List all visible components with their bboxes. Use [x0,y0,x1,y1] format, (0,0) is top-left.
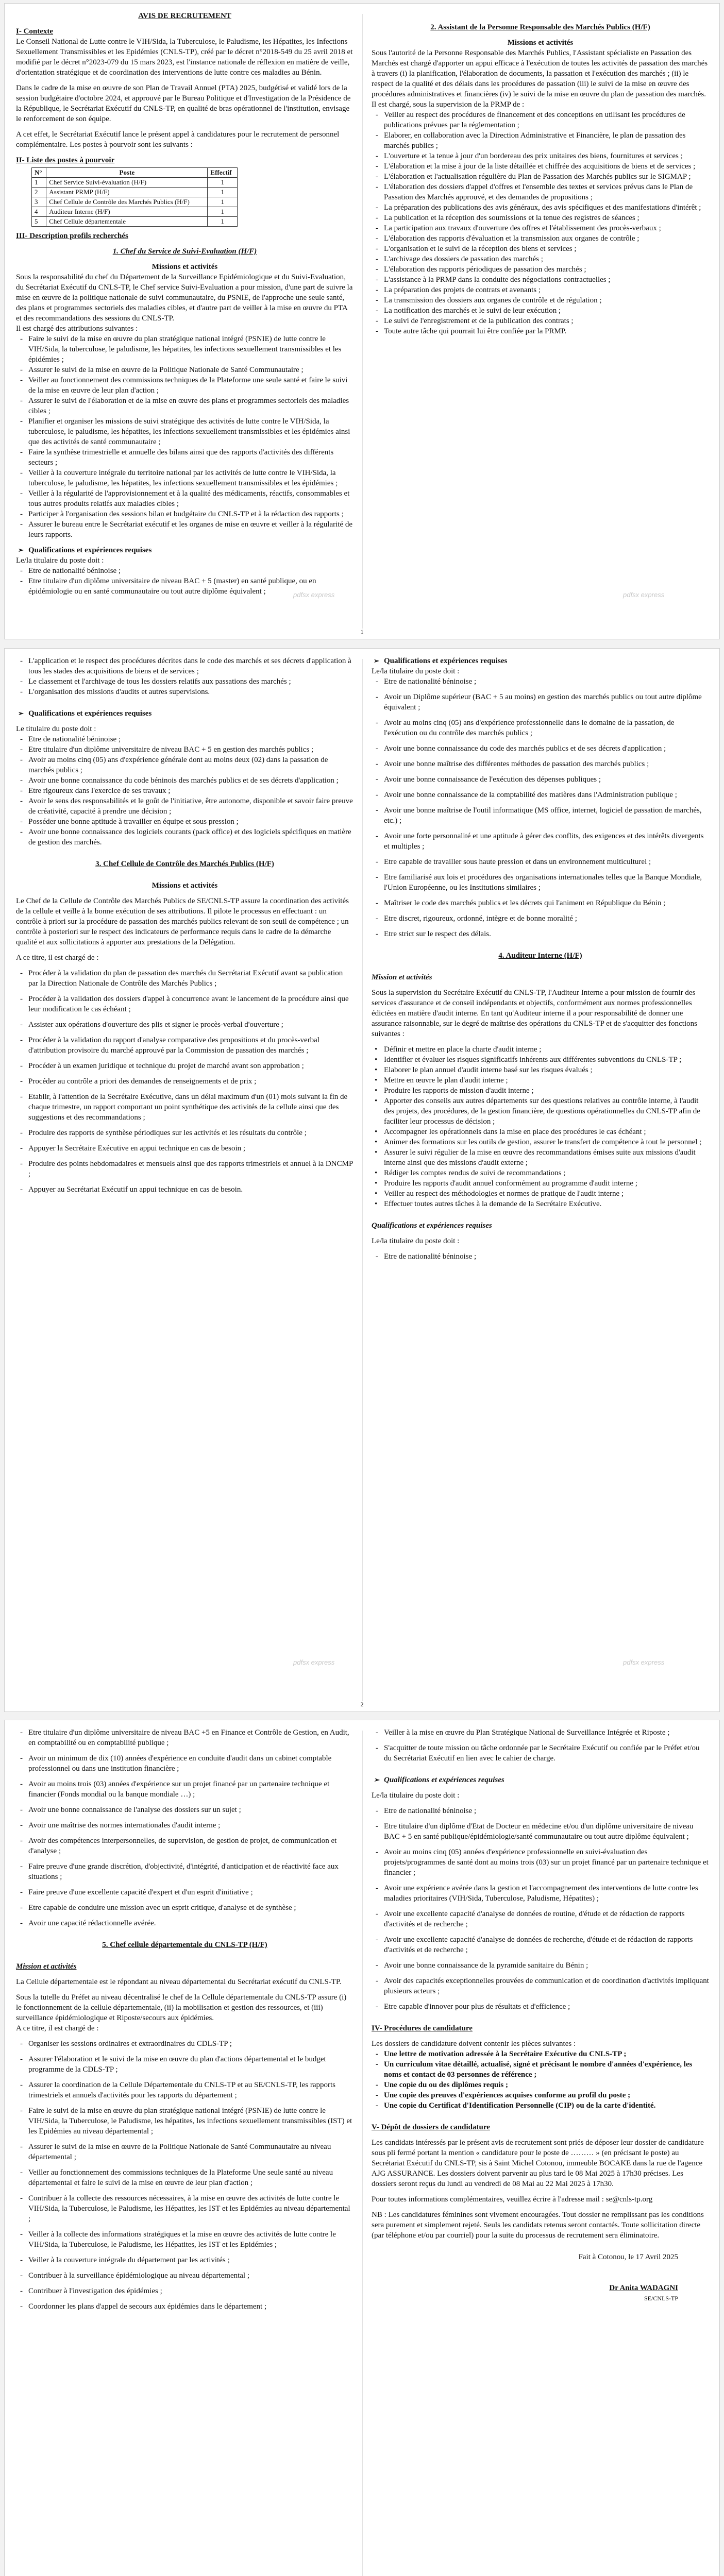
list-item: - L'élaboration et l'actualisation régulière du Plan de Passation des Marchés publics sur le SIGMAP ; [372,172,709,182]
list-item: - Veiller au fonctionnement des commissions techniques de la Plateforme Une seule santé au niveau départemental et faire le suivi de la mise en œuvre de leur plan d'action ; [16,2167,353,2188]
list-item: - Etre titulaire d'un diplôme universitaire de niveau BAC +5 en Finance et Contrôle de Gestion, en Audit, en comptabilité ou en comptabilité publique ; [16,1727,353,1748]
list-item: - Etre de nationalité béninoise ; [16,734,353,744]
list-item: - Avoir une expérience avérée dans la gestion et l'accompagnement des interventions de lutte contre les maladies prioritaires (VIH/Sida, Tuberculose, Paludisme, Hépatites) ; [372,1883,709,1904]
table-row [32,188,238,197]
list-item: • Rédiger les comptes rendus de suivi de recommandations ; [372,1168,709,1178]
list-item: - Une copie du ou des diplômes requis ; [372,2080,709,2090]
list-item: • Mettre en œuvre le plan d'audit interne ; [372,1075,709,1086]
section-4-intro: Les dossiers de candidature doivent contenir les pièces suivantes : [372,2040,576,2048]
column-divider [362,14,363,629]
notice-title: AVIS DE RECRUTEMENT [138,12,231,20]
list-item: • Produire les rapports d'audit annuel conformément au programme d'audit interne ; [372,1178,709,1189]
list-item: • Assurer le suivi régulier de la mise en œuvre des recommandations émises suite aux missions d'audit interne ainsi que des missions d'audit externe ; [372,1147,709,1168]
post-4-qualifications-heading: Qualifications et expériences requises [372,1222,492,1230]
list-item: - Produire des rapports de synthèse périodiques sur les activités et les résultats du contrôle ; [16,1128,353,1138]
post-5-profile-intro: Le/la titulaire du poste doit : [372,1791,460,1800]
page-3-left-column [16,1727,353,2312]
list-item: - Avoir une bonne connaissance du code béninois des marchés publics et de ses décrets d'application ; [16,775,353,786]
list-item: - Maîtriser le code des marchés publics et les décrets qui l'animent en République du Bénin ; [372,898,709,908]
list-item: - Etre de nationalité béninoise ; [372,1251,709,1262]
list-item: - L'organisation des missions d'audits et autres supervisions. [16,687,353,697]
list-item: - Appuyer au Secrétariat Exécutif un appui technique en cas de besoin. [16,1184,353,1195]
list-item: - Etre discret, rigoureux, ordonné, intègre et de bonne moralité ; [372,913,709,924]
post-5-mission: La Cellule départementale est le répondant au niveau départemental du Secrétariat exécutif du CNLS-TP. [16,1978,342,1986]
list-item: - L'archivage des dossiers de passation des marchés ; [372,254,709,264]
list-item: - Elaborer, en collaboration avec la Direction Administrative et Financière, le plan de passation des marchés publics ; [372,130,709,151]
list-item: - Etablir, à l'attention de la Secrétaire Exécutive, dans un délai maximum d'un (01) mois suivant la fin de chaque trimestre, un rapport comportant un point synthétique des activités de la cellule ainsi que des suggestions et des recommandations ; [16,1092,353,1123]
list-item: - Avoir au moins trois (03) années d'expérience sur un projet financé par un partenaire technique et financier (Fonds mondial ou la banque mondiale …) ; [16,1779,353,1800]
post-2-qualifications-heading: ➢ Qualifications et expériences requises [16,708,353,719]
list-item: - Planifier et organiser les missions de suivi stratégique des activités de lutte contre le VIH/Sida, la tuberculose, le paludisme, les hépatites, les infections sexuellement transmissibles et les épidémies ainsi que des activités de santé communautaire ; [16,416,353,447]
signatory-role: SE/CNLS-TP [644,2295,678,2302]
list-item: • Apporter des conseils aux autres départements sur des questions relatives au contrôle interne, à l'audit des projets, des procédures, de la gestion financière, de questions opérationnelles du CNLS-TP afin de faciliter leur processus de décision ; [372,1096,709,1127]
table-cell: 2 [32,188,46,197]
list-item: • Elaborer le plan annuel d'audit interne basé sur les risques évalués ; [372,1065,709,1075]
list-item: • Définir et mettre en place la charte d'audit interne ; [372,1044,709,1055]
list-item: - Assurer le suivi de l'élaboration et de la mise en œuvre des plans et programmes sectoriels des maladies cibles ; [16,396,353,416]
list-item: - L'assistance à la PRMP dans la conduite des négociations contractuelles ; [372,275,709,285]
page-number: 1 [360,628,364,635]
table-cell: 3 [32,197,46,207]
context-paragraph-3: A cet effet, le Secrétariat Exécutif lance le présent appel à candidatures pour le recrutement de personnel complémentaire. Les postes à pourvoir sont les suivants : [16,130,340,149]
section-1-heading: I- Contexte [16,27,54,36]
post-5-mission-detail: Sous la tutelle du Préfet au niveau décentralisé le chef de la Cellule départementale du CNLS-TP assure (i) le fonctionnement de la cellule départementale, (ii) la mobilisation et gestion des ressources, et (iii) surveillance épidémiologique et Riposte/secours aux épidémies. [16,1993,347,2022]
watermark: pdfsx express [293,591,335,599]
list-item: • Accompagner les opérationnels dans la mise en place des procédures le cas échéant ; [372,1127,709,1137]
post-5-qualification-list [372,1806,709,2012]
list-item: - S'acquitter de toute mission ou tâche ordonnée par le Secrétaire Exécutif ou confiée par le Préfet et/ou du Secrétariat Exécutif en lien avec le cahier de charge. [372,1743,709,1764]
list-item: - Faire la synthèse trimestrielle et annuelle des bilans ainsi que des rapports d'activités des différents secteurs ; [16,447,353,468]
post-5-mission-heading: Mission et activités [16,1962,77,1971]
post-1-profile-intro: Le/la titulaire du poste doit : [16,556,104,565]
list-item: - Etre de nationalité béninoise ; [372,1806,709,1816]
list-item: - La préparation des projets de contrats et avenants ; [372,285,709,295]
table-cell: 1 [32,178,46,188]
page-1-left-column [16,11,353,597]
list-item: - Procéder au contrôle a priori des demandes de renseignements et de prix ; [16,1076,353,1087]
list-item: • Animer des formations sur les outils de gestion, assurer le transfert de compétence à tout le personnel ; [372,1137,709,1147]
list-item: - Posséder une bonne aptitude à travailler en équipe et sous pression ; [16,817,353,827]
list-item: - L'organisation et le suivi de la réception des biens et services ; [372,244,709,254]
list-item: - Avoir une bonne connaissance des logiciels courants (pack office) et des logiciels spécifiques en matière de gestion des marchés. [16,827,353,848]
page-number: 2 [360,1701,364,1708]
table-cell: 1 [208,207,238,217]
list-item: - Avoir une bonne maîtrise des différentes méthodes de passation des marchés publics ; [372,759,709,769]
list-item: - Etre de nationalité béninoise ; [372,676,709,687]
post-2-task-list [372,110,709,336]
list-item: - Procéder à la validation des dossiers d'appel à concurrence avant le lancement de la procédure ainsi que leur modification le cas échéant ; [16,994,353,1014]
post-1-mission: Sous la responsabilité du chef du Département de la Surveillance Epidémiologique et du Suivi-Evaluation, du Secrétariat Exécutif du CNLS-TP, le Chef service Suivi-Evaluation a pour mission, d'une part de suivre la mise en œuvre de la politique nationale de suivi communautaire, du PSNIE, de l'approche une seule santé, des plans et programmes sectoriels des maladies cibles, et d'autre part de veiller à la mise en œuvre du PTA et des recommandations des sessions du CNLS-TP. [16,273,353,323]
post-1-intro: Il est chargé des attributions suivantes : [16,325,138,333]
list-item: - Contribuer à la surveillance épidémiologique au niveau départemental ; [16,2270,353,2281]
list-item: - Contribuer à la collecte des ressources nécessaires, à la mise en œuvre des activités de lutte contre le VIH/Sida, la Tuberculose, le Paludisme, les Hépatites, les IST et les Epidémies au niveau départemental ; [16,2193,353,2224]
page-3 [4,1720,720,2576]
list-item: - Le suivi de l'enregistrement et de la publication des contrats ; [372,316,709,326]
list-item: - Etre rigoureux dans l'exercice de ses travaux ; [16,786,353,796]
post-4-task-list [372,1044,709,1209]
table-header-cell: N° [32,168,46,178]
list-item: - L'élaboration des dossiers d'appel d'offres et l'ensemble des textes et services prévus dans le Plan de Passation des Marchés approuvé, et des demandes de propositions ; [372,182,709,202]
list-item: - Coordonner les plans d'appel de secours aux épidémies dans le département ; [16,2301,353,2312]
list-item: - Veiller à la couverture intégrale du territoire national par les activités de lutte contre le VIH/Sida, la tuberculose, le paludisme, les hépatites, les infections sexuellement transmissibles et les épidémies ; [16,468,353,488]
list-item: - Veiller à la couverture intégrale du département par les activités ; [16,2255,353,2265]
post-5-intro: A ce titre, il est chargé de : [16,2024,99,2032]
post-3-profile-intro: Le/la titulaire du poste doit : [372,667,460,675]
table-row [32,217,238,227]
list-item: - Assurer la coordination de la Cellule Départementale du CNLS-TP et au SE/CNLS-TP, les rapports trimestriels et annuels d'activités pour les rapports du département ; [16,2080,353,2100]
post-4-qualification-list [16,1727,353,1928]
list-item: - Avoir une excellente capacité d'analyse de données de recherche, d'étude et de rédaction de rapports d'activités et de recherche ; [372,1935,709,1955]
list-item: - Etre titulaire d'un diplôme d'Etat de Docteur en médecine et/ou d'un diplôme universitaire de niveau BAC + 5 en santé publique/épidémiologie/santé communautaire ou tout autre diplôme équivalent ; [372,1821,709,1842]
list-item: - Avoir un minimum de dix (10) années d'expérience en conduite d'audit dans un cabinet comptable professionnel ou dans une institution financière ; [16,1753,353,1774]
post-2-profile-intro: Le titulaire du poste doit : [16,725,96,733]
list-item: - Avoir des capacités exceptionnelles prouvées de communication et de coordination d'activités impliquant plusieurs acteurs ; [372,1976,709,1996]
list-item: - Avoir un Diplôme supérieur (BAC + 5 au moins) en gestion des marchés publics ou tout autre diplôme équivalent ; [372,692,709,713]
list-item: • Veiller au respect des méthodologies et normes de pratique de l'audit interne ; [372,1189,709,1199]
list-item: - Assurer l'élaboration et le suivi de la mise en œuvre du plan d'actions départemental et le budget programme de la CDLS-TP ; [16,2054,353,2075]
submission-paragraph: Les candidats intéressés par le présent avis de recrutement sont priés de déposer leur dossier de candidature sous pli fermé portant la mention « candidature pour le poste de ……… » (en précisant le poste) au Secrétariat Exécutif du CNLS-TP, sis à Saint Michel Cotonou, immeuble BOCAKE dans la rue de l'agence AJG ASSURANCE. Les dossiers doivent parvenir au plus tard le 08 Mai 2025 à 17h30 précises. Les dossiers seront reçus du lundi au vendredi de 08 Mai au 22 Mai 2025 à 17h30. [372,2139,704,2188]
section-3-heading: III- Description profils recherchés [16,232,128,240]
list-item: - Veiller à la collecte des informations stratégiques et la mise en œuvre des activités de lutte contre le VIH/Sida, la Tuberculose, le Paludisme, les Hépatites, les IST et les Epidémies ; [16,2229,353,2250]
page-2-left-column [16,656,353,1195]
list-item: - Une lettre de motivation adressée à la Secrétaire Exécutive du CNLS-TP ; [372,2049,709,2059]
list-item: - Avoir une capacité rédactionnelle avérée. [16,1918,353,1928]
list-item: - L'application et le respect des procédures décrites dans le code des marchés et ses décrets d'application à tous les stades des acquisitions de biens et de services ; [16,656,353,676]
post-1-title: 1. Chef du Service de Suivi-Evaluation (H/F) [112,247,257,256]
page-3-right-column [372,1727,709,2303]
watermark: pdfsx express [293,1658,335,1666]
list-item: - Une copie du Certificat d'Identification Personnelle (CIP) ou de la carte d'identité. [372,2100,709,2111]
list-item: - Le classement et l'archivage de tous les dossiers relatifs aux passations des marchés ; [16,676,353,687]
list-item: - La publication et la réception des soumissions et la tenue des registres de séances ; [372,213,709,223]
list-item: - Etre de nationalité béninoise ; [16,566,353,576]
list-item: - Une copie des preuves d'expériences acquises conforme au profil du poste ; [372,2090,709,2100]
post-2-qualification-list [16,734,353,848]
date-line: Fait à Cotonou, le 17 Avril 2025 [578,2253,678,2261]
list-item: • Effectuer toutes autres tâches à la demande de la Secrétaire Exécutive. [372,1199,709,1209]
section-5-heading: V- Dépôt de dossiers de candidature [372,2123,490,2131]
list-item: - Assister aux opérations d'ouverture des plis et signer le procès-verbal d'ouverture ; [16,1020,353,1030]
list-item: - Veiller à la régularité de l'approvisionnement et à la qualité des médicaments, réactifs, consommables et tous autres produits relatifs aux maladies cibles ; [16,488,353,509]
list-item: - Avoir une bonne maîtrise de l'outil informatique (MS office, internet, logiciel de passation de marchés, etc.) ; [372,805,709,826]
list-item: - Etre titulaire d'un diplôme universitaire de niveau BAC + 5 (master) en santé publique, ou en épidémiologie ou en santé communautaire ou tout autre diplôme équivalent ; [16,576,353,597]
list-item: - Procéder à la validation du plan de passation des marchés du Secrétariat Exécutif avant sa publication par la Direction Nationale de Contrôle des Marchés Publics ; [16,968,353,989]
list-item: - Avoir une bonne connaissance de la comptabilité des matières dans l'Administration publique ; [372,790,709,800]
list-item: - Contribuer à l'investigation des épidémies ; [16,2286,353,2296]
table-cell: 1 [208,217,238,227]
list-item: - Faire le suivi de la mise en œuvre du plan stratégique national intégré (PSNIE) de lutte contre le VIH/Sida, la tuberculose, le paludisme, les hépatites, les infections sexuellement transmissibles et les épidémies ; [16,334,353,365]
list-item: - Procéder à un examen juridique et technique du projet de marché avant son approbation ; [16,1061,353,1071]
post-3-mission-heading: Missions et activités [151,882,218,890]
watermark: pdfsx express [623,591,665,599]
list-item: - Avoir une bonne connaissance de l'exécution des dépenses publiques ; [372,774,709,785]
page-2-right-column [372,656,709,1262]
list-item: - Avoir une bonne connaissance du code des marchés publics et de ses décrets d'application ; [372,743,709,754]
post-5-title: 5. Chef cellule départementale du CNLS-TP (H/F) [102,1941,267,1949]
table-row [32,178,238,188]
table-cell: Assistant PRMP (H/F) [46,188,208,197]
list-item: • Produire les rapports de mission d'audit interne ; [372,1086,709,1096]
list-item: - Un curriculum vitae détaillé, actualisé, signé et précisant le nombre d'années d'expérience, les noms et contact de 03 personnes de référence ; [372,2059,709,2080]
page-1-right-column [372,11,709,336]
list-item: - Avoir une bonne connaissance de l'analyse des dossiers sur un sujet ; [16,1805,353,1815]
list-item: - Avoir au moins cinq (05) ans d'expérience générale dont au moins deux (02) dans la passation de marchés publics ; [16,755,353,775]
list-item: - Avoir une maîtrise des normes internationales d'audit interne ; [16,1820,353,1831]
post-1-mission-heading: Missions et activités [151,263,218,271]
list-item: - Assurer le bureau entre le Secrétariat exécutif et les organes de mise en œuvre et veiller à la régularité de leurs rapports. [16,519,353,540]
positions-table [31,167,238,227]
table-cell: Chef Cellule départementale [46,217,208,227]
list-item: - La transmission des dossiers aux organes de contrôle et de régulation ; [372,295,709,306]
list-item: - Etre titulaire d'un diplôme universitaire de niveau BAC + 5 en gestion des marchés publics ; [16,744,353,755]
positions-table-header [32,168,238,178]
watermark: pdfsx express [623,1658,665,1666]
table-header-cell: Effectif [208,168,238,178]
column-divider [362,1731,363,2576]
table-row [32,197,238,207]
list-item: - Avoir une excellente capacité d'analyse de données de routine, d'étude et de rédaction de rapports d'activités et de recherche ; [372,1909,709,1929]
list-item: • Identifier et évaluer les risques significatifs inhérents aux différentes subventions du CNLS-TP ; [372,1055,709,1065]
list-item: - Faire preuve d'une grande discrétion, d'objectivité, d'intégrité, d'anticipation et de réactivité face aux situations ; [16,1861,353,1882]
list-item: - Veiller à la mise en œuvre du Plan Stratégique National de Surveillance Intégrée et Riposte ; [372,1727,709,1738]
table-cell: 1 [208,197,238,207]
table-cell: Chef Cellule de Contrôle des Marchés Publics (H/F) [46,197,208,207]
table-header-cell: Poste [46,168,208,178]
list-item: - Avoir une bonne connaissance de la pyramide sanitaire du Bénin ; [372,1960,709,1971]
post-1-qualifications-heading: ➢ Qualifications et expériences requises [16,545,353,555]
list-item: - Appuyer la Secrétaire Exécutive en appui technique en cas de besoin ; [16,1143,353,1154]
list-item: - Avoir au moins cinq (05) ans d'expérience professionnelle dans le domaine de la passation, de l'exécution ou du contrôle des marchés publics ; [372,718,709,738]
page-2 [4,648,720,1712]
list-item: - Avoir le sens des responsabilités et le goût de l'initiative, être autonome, disponible et savoir faire preuve de créativité, capacité à prendre une décision ; [16,796,353,817]
post-3-title: 3. Chef Cellule de Contrôle des Marchés Publics (H/F) [95,860,274,868]
list-item: - Organiser les sessions ordinaires et extraordinaires du CDLS-TP ; [16,2039,353,2049]
application-documents-list [372,2049,709,2111]
post-3-qualifications-heading: ➢ Qualifications et expériences requises [372,656,709,666]
table-row [32,207,238,217]
table-cell: 1 [208,178,238,188]
post-2-intro: Il est chargé, sous la supervision de la PRMP de : [372,100,525,109]
list-item: - Assurer le suivi de la mise en œuvre de la Politique Nationale de Santé Communautaire ; [16,365,353,375]
post-1-task-list [16,334,353,540]
table-cell: Chef Service Suivi-évaluation (H/F) [46,178,208,188]
post-2-mission: Sous l'autorité de la Personne Responsable des Marchés Publics, l'Assistant spécialiste en Passation des Marchés est chargé d'apporter un appui efficace à l'exécution de toutes les activités de passation des marchés à travers (i) la planification, l'élaboration de documents, la passation et l'exécution des marchés ; (ii) le respect de la qualité et des délais dans les procédures de passation (iii) le suivi de la mise en œuvre des procédures administratives et financières (iv) le suivi de la mise en œuvre du plan de passation des marchés. [372,49,708,98]
note-paragraph: NB : Les candidatures féminines sont vivement encouragées. Tout dossier ne remplissant pas les conditions sera purement et simplement rejeté. Seuls les candidats retenus seront contactés. Toute sollicitation directe (par téléphone et/ou par courriel) pour la suite du processus de recrutement sera éliminatoire. [372,2211,704,2240]
post-5-qualifications-heading: ➢ Qualifications et expériences requises [372,1775,709,1785]
list-item: - Avoir des compétences interpersonnelles, de supervision, de gestion de projet, de communication et d'analyse ; [16,1836,353,1856]
table-cell: Auditeur Interne (H/F) [46,207,208,217]
list-item: - L'ouverture et la tenue à jour d'un bordereau des prix unitaires des biens, fournitures et services ; [372,151,709,161]
list-item: - Avoir une forte personnalité et une aptitude à gérer des conflits, des exigences et des intérêts divergents et multiples ; [372,831,709,852]
list-item: - Faire le suivi de la mise en œuvre du plan stratégique national intégré (PSNIE) de lutte contre le VIH/Sida, la Tuberculose, le Paludisme, les hépatites, les infections sexuellement transmissibles (IST) et les Epidémies au niveau départemental ; [16,2106,353,2137]
column-divider [362,659,363,1701]
list-item: - Etre familiarisé aux lois et procédures des organisations internationales telles que la Banque Mondiale, l'Union Européenne, ou les Institutions similaires ; [372,872,709,893]
context-paragraph-2: Dans le cadre de la mise en œuvre de son Plan de Travail Annuel (PTA) 2025, budgétisé et validé lors de la session budgétaire d'octobre 2024, et approuvé par le Bureau Politique et d'Investigation de la Présidence de la République, le Secrétariat Exécutif du CNLS-TP, en qualité de bras opérationnel de l'institution, envisage le renforcement de son équipe. [16,84,351,123]
context-paragraph-1: Le Conseil National de Lutte contre le VIH/Sida, la Tuberculose, le Paludisme, les Hépatites, les Infections Sexuellement Transmissibles et les Epidémies (CNLS-TP), créé par le décret n°2018-549 du 25 avril 2018 et modifié par le décret n°2023-079 du 15 mars 2023, est l'instance nationale de réflexion en matière de veille, d'orientation stratégique et de coordination des interventions de lutte contre ces maladies au Bénin. [16,38,353,77]
list-item: - Etre capable de conduire une mission avec un esprit critique, d'analyse et de synthèse ; [16,1903,353,1913]
list-item: - Produire des points hebdomadaires et mensuels ainsi que des rapports trimestriels et annuel à la DNCMP ; [16,1159,353,1179]
post-3-task-list [16,968,353,1195]
post-2-title: 2. Assistant de la Personne Responsable des Marchés Publics (H/F) [430,23,650,31]
post-3-qualification-list [372,676,709,939]
contact-paragraph: Pour toutes informations complémentaires, veuillez écrire à l'adresse mail : se@cnls-tp.org [372,2195,653,2204]
page-1 [4,3,720,639]
post-4-profile-intro: Le/la titulaire du poste doit : [372,1237,460,1245]
list-item: - Toute autre tâche qui pourrait lui être confiée par la PRMP. [372,326,709,336]
post-3-intro: A ce titre, il est chargé de : [16,954,99,962]
list-item: - Veiller au fonctionnement des commissions techniques de la Plateforme une seule santé et faire le suivi de la mise en œuvre de leur plan d'action ; [16,375,353,396]
list-item: - Etre capable d'innover pour plus de résultats et d'efficience ; [372,2002,709,2012]
post-4-mission-heading: Mission et activités [372,973,432,981]
list-item: - Etre capable de travailler sous haute pression et dans un environnement multiculturel ; [372,857,709,867]
list-item: - L'élaboration des rapports d'évaluation et la transmission aux organes de contrôle ; [372,233,709,244]
list-item: - Procéder à la validation du rapport d'analyse comparative des propositions et du procès-verbal d'attribution provisoire du marché approuvé par la Commission de passation des marchés ; [16,1035,353,1056]
post-3-mission: Le Chef de la Cellule de Contrôle des Marchés Publics de SE/CNLS-TP assure la coordination des activités de la cellule et veille à la bonne exécution de ses attributions. Il pilote le processus en effectuant : un contrôle à priori sur la procédure de passation des marchés publics relevant de son seuil de compétence ; un contrôle à posteriori sur le respect des indicateurs de performance requis dans le cadre de la démarche qualité et aux sollicitations à apporter aux prestations de la Délégation. [16,897,349,946]
signatory-name: Dr Anita WADAGNI [609,2284,678,2292]
list-item: - La participation aux travaux d'ouverture des offres et l'établissement des procès-verbaux ; [372,223,709,233]
post-5-task-list [16,2039,353,2312]
list-item: - La notification des marchés et le suivi de leur exécution ; [372,306,709,316]
section-2-heading: II- Liste des postes à pourvoir [16,156,115,164]
list-item: - La préparation des publications des avis généraux, des avis spécifiques et des manifestations d'intérêt ; [372,202,709,213]
list-item: - L'élaboration et la mise à jour de la liste détaillée et chiffrée des acquisitions de biens et de services ; [372,161,709,172]
list-item: - Etre strict sur le respect des délais. [372,929,709,939]
table-cell: 1 [208,188,238,197]
table-cell: 4 [32,207,46,217]
list-item: - Veiller au respect des procédures de financement et des conceptions en utilisant les procédures de publications prévues par la réglementation ; [372,110,709,130]
post-4-title: 4. Auditeur Interne (H/F) [498,952,582,960]
list-item: - L'élaboration des rapports périodiques de passation des marchés ; [372,264,709,275]
section-4-heading: IV- Procédures de candidature [372,2024,473,2032]
table-cell: 5 [32,217,46,227]
list-item: - Participer à l'organisation des sessions bilan et budgétaire du CNLS-TP et à la rédaction des rapports ; [16,509,353,519]
post-2-mission-heading: Missions et activités [507,39,574,47]
post-4-mission: Sous la supervision du Secrétaire Exécutif du CNLS-TP, l'Auditeur Interne a pour mission de fournir des services d'assurance et de conseil indépendants et objectifs, conformément aux normes professionnelles édictées en matière d'audit interne. En tant qu'Auditeur interne il a pour responsabilité de donner une assurance raisonnable, sur le degré de maîtrise des opérations du CNLS-TP et de s'acquitter des fonctions suivantes : [372,989,697,1038]
list-item: - Assurer le suivi de la mise en œuvre de la Politique Nationale de Santé Communautaire au niveau départemental ; [16,2142,353,2162]
list-item: - Avoir au moins cinq (05) années d'expérience professionnelle en suivi-évaluation des projets/programmes de santé dont au moins trois (03) sur un projet financé par un partenaire technique et financier ; [372,1847,709,1878]
list-item: - Faire preuve d'une excellente capacité d'expert et d'un esprit d'initiative ; [16,1887,353,1897]
